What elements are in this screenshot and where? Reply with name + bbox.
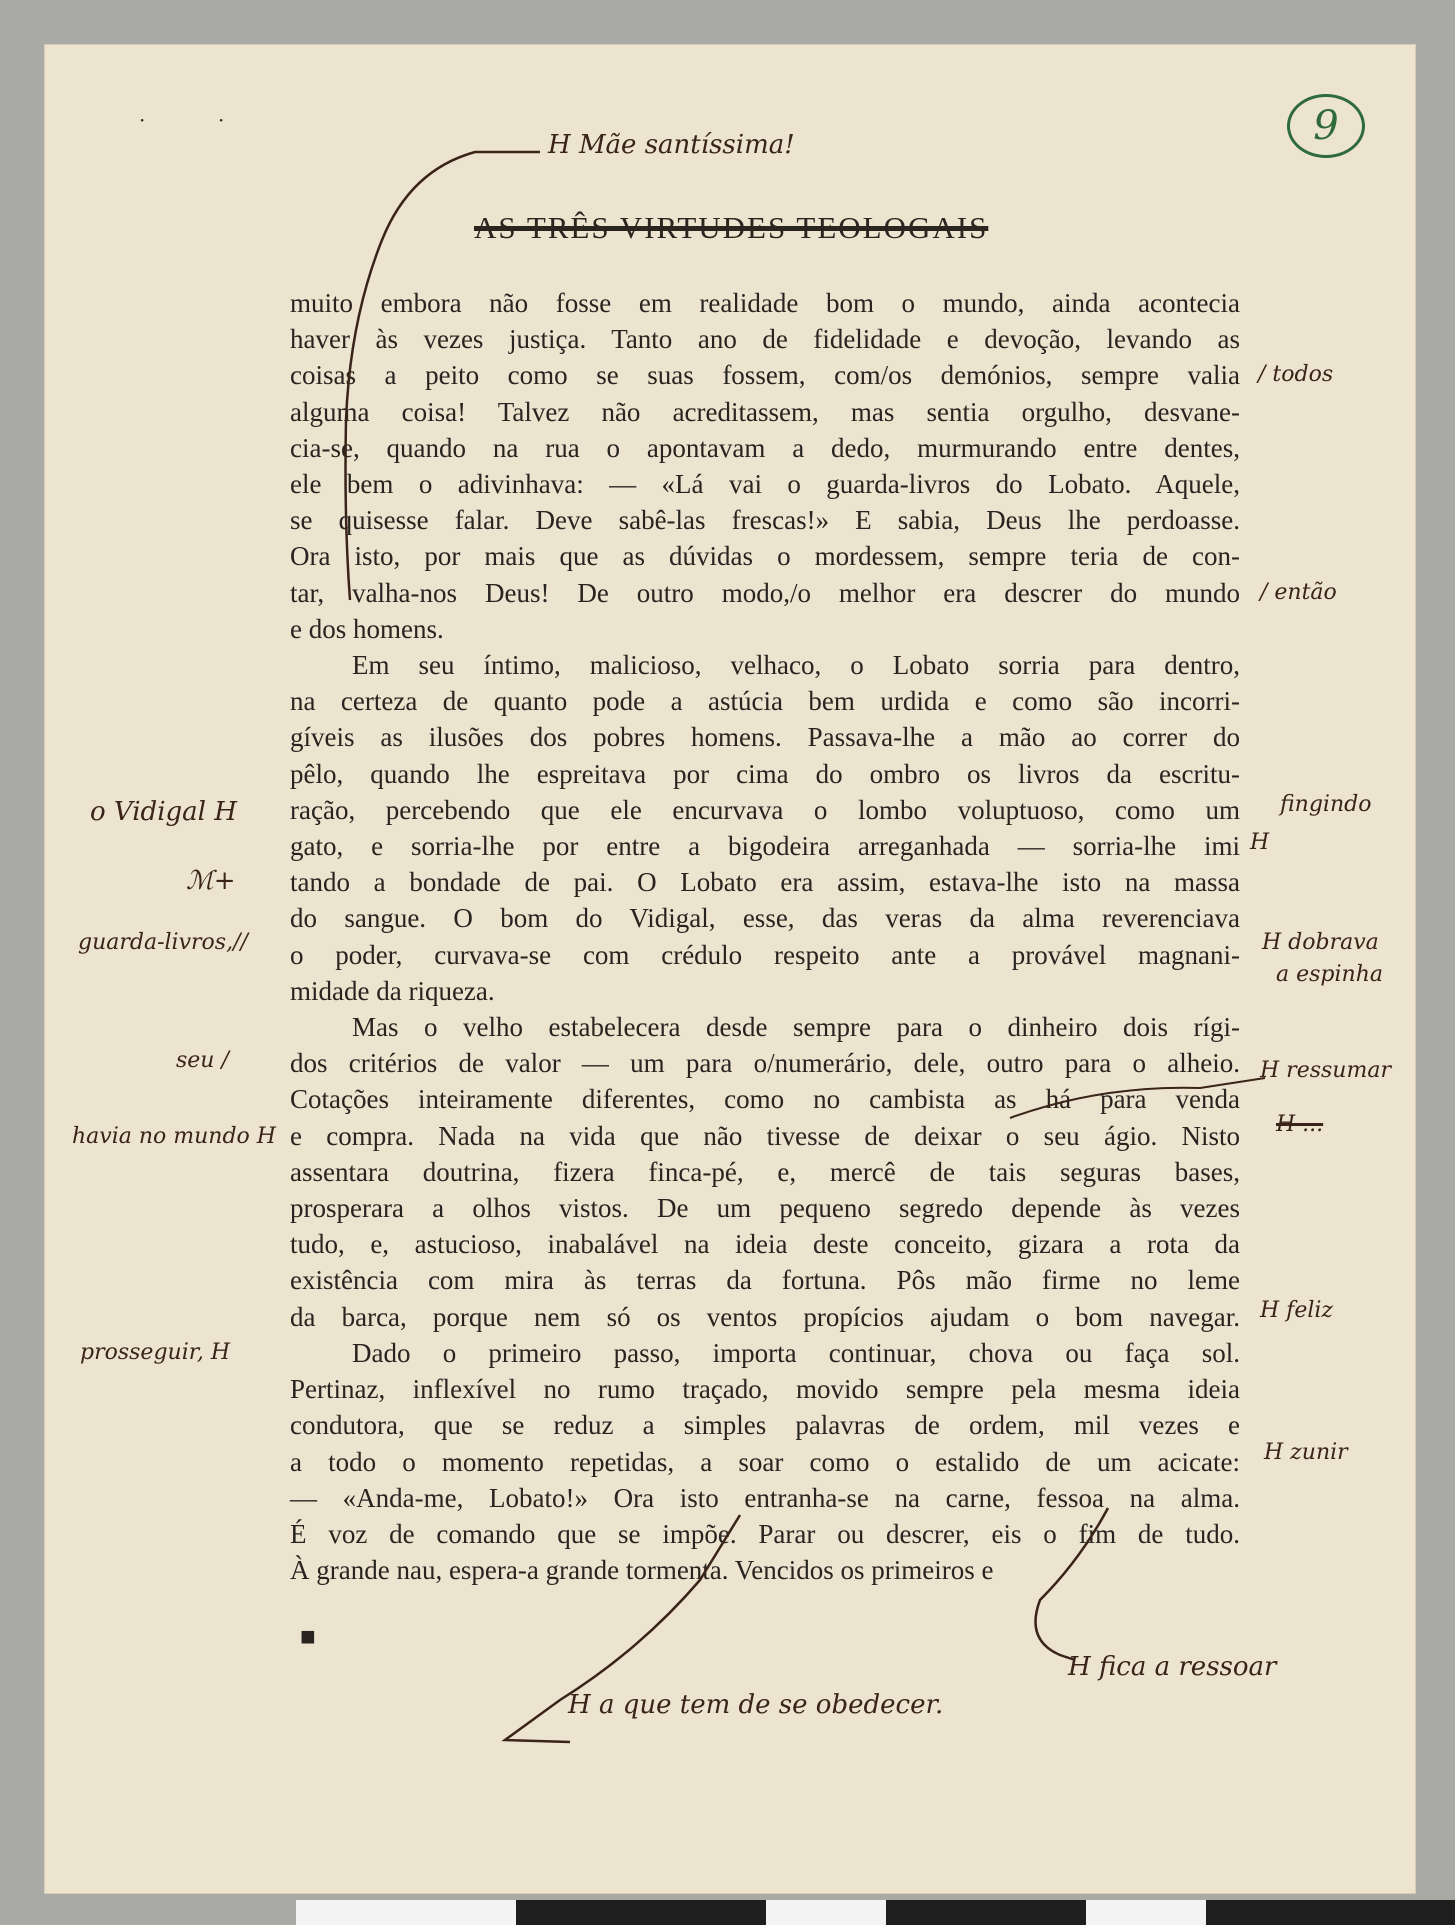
ink-speck: · [218,108,225,132]
body-line: tando a bondade de pai. O Lobato era assim, estava-lhe isto na massa [290,867,1240,898]
body-line: pêlo, quando lhe espreitava por cima do ombro os livros da escritu- [290,758,1240,789]
annotation-h: H [1250,830,1270,855]
annotation-mark: ℳ+ [186,866,236,896]
body-line: condutora, que se reduz a simples palavras de ordem, mil vezes e [290,1410,1240,1441]
annotation-entao: / então [1260,580,1337,605]
ruler-segment [1086,1900,1206,1925]
body-line: do sangue. O bom do Vidigal, esse, das veras da alma reverenciava [290,903,1240,934]
annotation-dobrava: H dobrava [1262,930,1379,955]
body-line: Ora isto, por mais que as dúvidas o mordessem, sempre teria de con- [290,541,1240,572]
annotation-obedecer: H a que tem de se obedecer. [568,1690,944,1720]
annotation-prosseguir: prosseguir, H [80,1340,231,1365]
annotation-zunir: H zunir [1264,1440,1348,1465]
annotation-ressumar: H ressumar [1260,1058,1391,1083]
body-line: e dos homens. [290,613,444,644]
body-line: ração, percebendo que ele encurvava o lombo voluptuoso, como um [290,794,1240,825]
ink-speck: · [139,108,146,132]
body-line: Mas o velho estabelecera desde sempre para o dinheiro dois rígi- [352,1012,1240,1043]
body-line: coisas a peito como se suas fossem, com/os demónios, sempre valia [290,360,1240,391]
annotation-havia: havia no mundo H [72,1124,276,1149]
ruler-segment [296,1900,516,1925]
annotation-vidigal: o Vidigal H [90,797,237,827]
body-line: o poder, curvava-se com crédulo respeito ante a provável magnani- [290,939,1240,970]
body-text [290,285,1240,1588]
body-line: assentara doutrina, fizera finca-pé, e, mercê de tais seguras bases, [290,1156,1240,1187]
body-line: À grande nau, espera-a grande tormenta. Vencidos os primeiros e [290,1555,994,1586]
ruler-segment [1206,1900,1455,1925]
ruler-segment [516,1900,766,1925]
annotation-top: H Mãe santíssima! [548,130,795,160]
body-line: tar, valha-nos Deus! De outro modo,/o melhor era descrer do mundo [290,577,1240,608]
annotation-ressoar: H fica a ressoar [1068,1652,1277,1682]
body-line: É voz de comando que se impõe. Parar ou descrer, eis o fim de tudo. [290,1518,1240,1549]
body-line: prosperara a olhos vistos. De um pequeno segredo depende às vezes [290,1193,1240,1224]
annotation-fingindo: fingindo [1280,792,1372,817]
body-line: tudo, e, astucioso, inabalável na ideia deste conceito, gizara a rota da [290,1229,1240,1260]
ruler-segment [886,1900,1086,1925]
body-line: cia-se, quando na rua o apontavam a dedo, murmurando entre dentes, [290,432,1240,463]
page-number: 9 [1287,94,1365,158]
body-line: muito embora não fosse em realidade bom o mundo, ainda acontecia [290,288,1240,318]
body-line: ele bem o adivinhava: — «Lá vai o guarda-livros do Lobato. Aquele, [290,469,1240,500]
body-line: midade da riqueza. [290,975,495,1006]
body-line: gíveis as ilusões dos pobres homens. Passava-lhe a mão ao correr do [290,722,1240,753]
body-line: Em seu íntimo, malicioso, velhaco, o Lobato sorria para dentro, [352,650,1240,681]
body-line: Dado o primeiro passo, importa continuar, chova ou faça sol. [352,1337,1240,1368]
annotation-feliz: H feliz [1260,1298,1334,1323]
body-line: na certeza de quanto pode a astúcia bem urdida e como são incorri- [290,686,1240,717]
scale-ruler [296,1900,1455,1925]
body-line: e compra. Nada na vida que não tivesse de deixar o seu ágio. Nisto [290,1120,1240,1151]
annotation-struck: H ... [1276,1112,1324,1137]
ruler-segment [766,1900,886,1925]
body-line: a todo o momento repetidas, a soar como o estalido de um acicate: [290,1446,1240,1477]
annotation-seu: seu / [176,1048,229,1073]
body-line: — «Anda-me, Lobato!» Ora isto entranha-se na carne, fessoa na alma. [290,1482,1240,1513]
body-line: existência com mira às terras da fortuna. Pôs mão firme no leme [290,1265,1240,1296]
struck-title: AS TRÊS VIRTUDES TEOLOGAIS [474,210,989,245]
body-line: Pertinaz, inflexível no rumo traçado, movido sempre pela mesma ideia [290,1374,1240,1405]
body-line: alguma coisa! Talvez não acreditassem, mas sentia orgulho, desvane- [290,396,1240,427]
body-line: se quisesse falar. Deve sabê-las frescas!» E sabia, Deus lhe perdoasse. [290,505,1240,536]
body-line: haver às vezes justiça. Tanto ano de fidelidade e devoção, levando as [290,324,1240,355]
body-line: Cotações inteiramente diferentes, como no cambista as há para venda [290,1084,1240,1115]
annotation-todos: / todos [1258,362,1334,387]
body-line: da barca, porque nem só os ventos propícios ajudam o bom navegar. [290,1301,1240,1332]
annotation-espinha: a espinha [1276,962,1383,987]
body-line: gato, e sorria-lhe por entre a bigodeira arreganhada — sorria-lhe imi [290,831,1240,862]
body-line: dos critérios de valor — um para o/numerário, dele, outro para o alheio. [290,1048,1240,1079]
annotation-guarda-livros: guarda-livros,// [78,930,248,955]
ink-blot: ■ [300,1622,316,1651]
